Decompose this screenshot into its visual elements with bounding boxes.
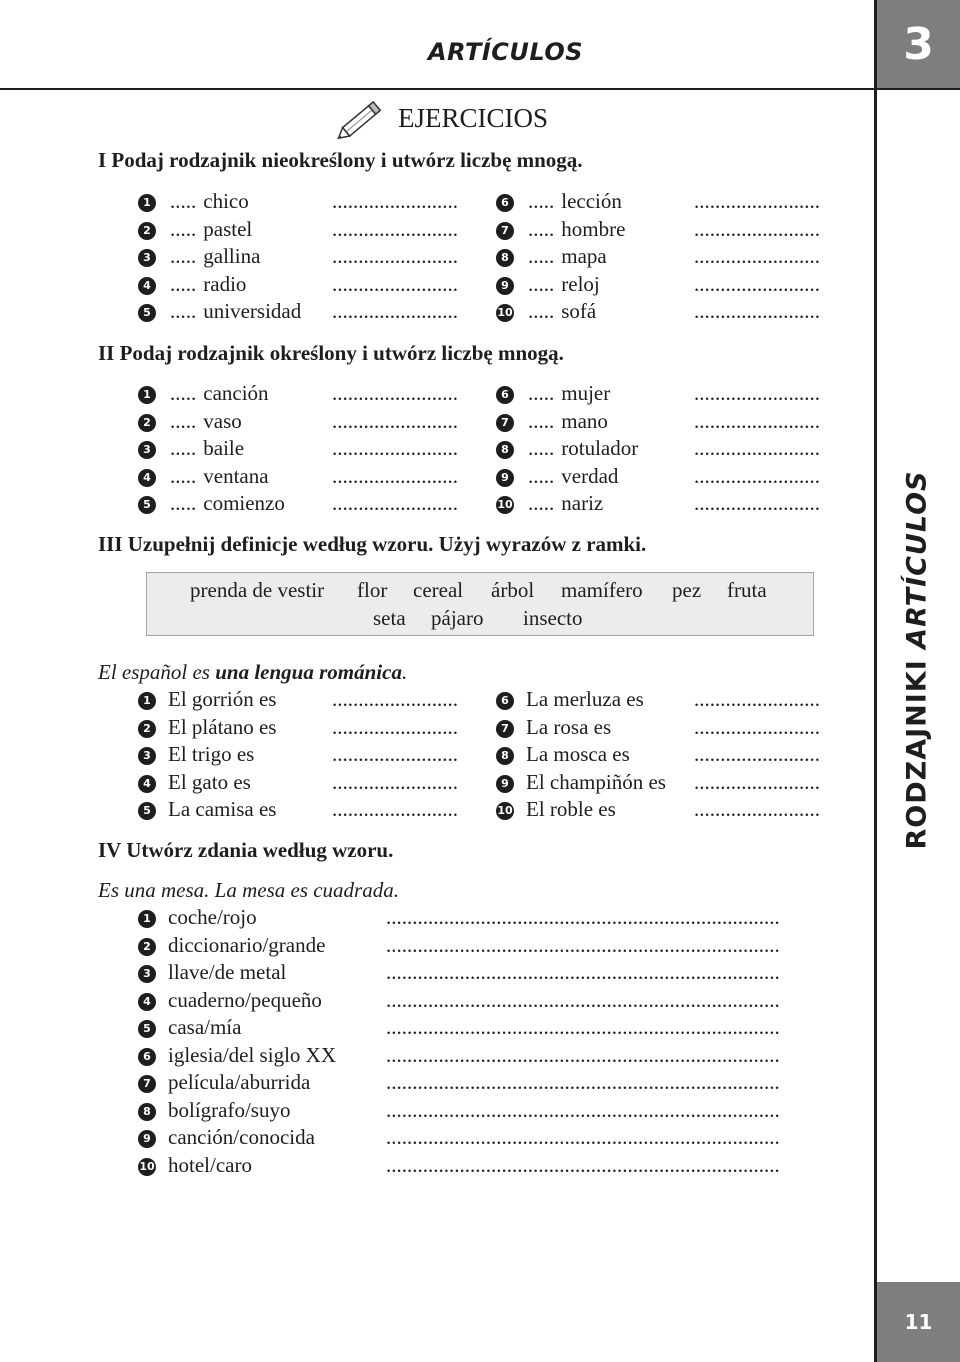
answer-blank: ........................................................................... [386, 1125, 780, 1149]
ex3-item-left [138, 796, 276, 822]
phrase: El trigo es [168, 742, 255, 766]
prompt: iglesia/del siglo XX [168, 1042, 336, 1067]
number-marker: 3 [138, 965, 156, 983]
prefix-dots: ..... [528, 271, 555, 296]
ex1-item-right [496, 271, 600, 297]
prefix-dots: ..... [170, 491, 197, 515]
prefix-dots: ..... [170, 436, 197, 460]
word: hombre [561, 216, 626, 241]
side-label-part2: ARTÍCULOS [901, 470, 933, 649]
ex2-item-left [138, 408, 242, 434]
prefix-dots: ..... [170, 381, 197, 405]
number-marker: 9 [496, 469, 514, 487]
word: reloj [561, 271, 600, 296]
ex4-item [138, 932, 325, 958]
answer-blank: ........................ [332, 299, 458, 323]
answer-blank: ........................ [332, 797, 458, 821]
ex1-item-left [138, 216, 252, 242]
ex3-heading: III Uzupełnij definicje według wzoru. Użyj wyrazów z ramki. [98, 532, 647, 556]
ex2-item-right [496, 490, 603, 516]
answer-blank: ........................ [332, 381, 458, 405]
answer-blank: ........................ [694, 216, 820, 241]
ex1-item-right [496, 188, 622, 214]
prefix-dots: ..... [170, 244, 197, 268]
ex4-item [138, 1124, 315, 1150]
answer-blank: ........................ [694, 299, 820, 323]
prefix-dots: ..... [528, 436, 555, 460]
phrase: El plátano es [168, 714, 277, 739]
answer-blank: ........................ [694, 436, 820, 460]
answer-blank: ........................................................................... [386, 905, 780, 929]
ex3-item-left [138, 714, 276, 740]
box-word: pájaro [431, 606, 484, 630]
answer-blank: ........................ [694, 797, 820, 821]
prefix-dots: ..... [170, 408, 197, 433]
prompt: coche/rojo [168, 905, 257, 929]
word: vaso [203, 408, 242, 433]
box-word: pez [672, 578, 702, 602]
answer-blank: ........................ [332, 463, 458, 488]
number-marker: 5 [138, 802, 156, 820]
number-marker: 9 [496, 277, 514, 295]
number-marker: 10 [138, 1158, 156, 1176]
ex4-item [138, 1097, 290, 1123]
ex4-item [138, 1069, 310, 1095]
prompt: llave/de metal [168, 960, 287, 984]
number-marker: 4 [138, 277, 156, 295]
number-marker: 6 [496, 386, 514, 404]
prefix-dots: ..... [170, 216, 197, 241]
answer-blank: ........................................................................... [386, 932, 780, 957]
answer-blank: ........................ [332, 687, 458, 711]
ex4-item [138, 1152, 252, 1178]
number-marker: 5 [138, 304, 156, 322]
answer-blank: ........................ [332, 271, 458, 296]
box-word: seta [373, 606, 406, 630]
answer-blank: ........................ [332, 216, 458, 241]
chapter-number: 3 [903, 18, 934, 70]
number-marker: 2 [138, 720, 156, 738]
ex3-item-right [496, 741, 630, 767]
phrase: La merluza es [526, 687, 644, 711]
prefix-dots: ..... [528, 299, 555, 323]
prefix-dots: ..... [528, 381, 555, 405]
chapter-rule [877, 88, 960, 90]
number-marker: 4 [138, 775, 156, 793]
prefix-dots: ..... [170, 463, 197, 488]
ex3-item-left [138, 686, 276, 712]
phrase: La mosca es [526, 742, 630, 766]
answer-blank: ........................ [332, 244, 458, 268]
ex4-item [138, 1014, 241, 1040]
prompt: canción/conocida [168, 1125, 315, 1149]
box-word: cereal [413, 578, 464, 602]
answer-blank: ........................ [332, 436, 458, 460]
prefix-dots: ..... [170, 299, 197, 323]
prefix-dots: ..... [528, 244, 555, 268]
ex1-item-right [496, 216, 625, 242]
answer-blank: ........................................................................... [386, 1070, 780, 1094]
ex1-item-left [138, 243, 260, 269]
answer-blank: ........................ [694, 189, 820, 213]
prompt: película/aburrida [168, 1070, 311, 1094]
prompt: diccionario/grande [168, 932, 326, 957]
prefix-dots: ..... [170, 189, 197, 213]
ex1-item-left [138, 271, 246, 297]
ex2-item-right [496, 380, 610, 406]
pencil-icon [336, 98, 386, 142]
number-marker: 7 [138, 1075, 156, 1093]
word: chico [203, 189, 249, 213]
number-marker: 6 [496, 194, 514, 212]
word: universidad [203, 299, 302, 323]
prefix-dots: ..... [528, 491, 555, 515]
word: radio [203, 271, 247, 296]
ex1-item-right [496, 298, 596, 324]
phrase: El roble es [526, 797, 616, 821]
prompt: casa/mía [168, 1015, 242, 1039]
prefix-dots: ..... [528, 408, 555, 433]
answer-blank: ........................ [694, 491, 820, 515]
answer-blank: ........................ [694, 463, 820, 488]
ex2-item-left [138, 490, 285, 516]
answer-blank: ........................ [694, 244, 820, 268]
word: gallina [203, 244, 261, 268]
answer-blank: ........................ [694, 769, 820, 794]
word: ventana [203, 463, 269, 488]
answer-blank: ........................................................................... [386, 960, 780, 984]
number-marker: 3 [138, 249, 156, 267]
number-marker: 6 [496, 692, 514, 710]
phrase: La camisa es [168, 797, 277, 821]
number-marker: 2 [138, 222, 156, 240]
prompt: bolígrafo/suyo [168, 1097, 291, 1122]
number-marker: 8 [496, 441, 514, 459]
ex4-heading: IV Utwórz zdania według wzoru. [98, 838, 394, 862]
box-word: prenda de vestir [190, 578, 325, 602]
answer-blank: ........................ [332, 408, 458, 433]
prompt: hotel/caro [168, 1152, 252, 1177]
ex1-heading: I Podaj rodzajnik nieokreślony i utwórz liczbę mnogą. [98, 148, 583, 172]
number-marker: 4 [138, 993, 156, 1011]
answer-blank: ........................ [694, 714, 820, 739]
number-marker: 10 [496, 802, 514, 820]
number-marker: 8 [496, 747, 514, 765]
answer-blank: ........................................................................... [386, 1152, 780, 1177]
header-rule [0, 88, 876, 90]
word: canción [203, 381, 269, 405]
side-label-part1: RODZAJNIKI [901, 648, 933, 850]
number-marker: 4 [138, 469, 156, 487]
ex3-item-left [138, 769, 251, 795]
number-marker: 1 [138, 386, 156, 404]
prefix-dots: ..... [528, 463, 555, 488]
page-number-box [877, 1282, 960, 1362]
ex4-item [138, 959, 286, 985]
number-marker: 2 [138, 938, 156, 956]
number-marker: 8 [496, 249, 514, 267]
ex3-item-left [138, 741, 254, 767]
word: nariz [561, 491, 604, 515]
phrase: El gato es [168, 769, 251, 794]
ex2-item-left [138, 380, 269, 406]
number-marker: 10 [496, 496, 514, 514]
prefix-dots: ..... [528, 189, 555, 213]
ex2-heading: II Podaj rodzajnik określony i utwórz liczbę mnogą. [98, 341, 564, 365]
number-marker: 9 [496, 775, 514, 793]
number-marker: 8 [138, 1103, 156, 1121]
answer-blank: ........................ [332, 189, 458, 213]
ex4-item [138, 904, 257, 930]
ex4-item [138, 1042, 336, 1068]
prefix-dots: ..... [170, 271, 197, 296]
ex3-item-right [496, 686, 644, 712]
number-marker: 7 [496, 222, 514, 240]
box-word: mamífero [561, 578, 643, 602]
ex3-example-bold: una lengua románica [215, 660, 402, 684]
ex3-example [98, 660, 407, 685]
box-word: árbol [491, 578, 535, 602]
ex4-item [138, 987, 322, 1013]
section-title: EJERCICIOS [398, 103, 549, 133]
number-marker: 9 [138, 1130, 156, 1148]
ex3-example-plain: El español es [98, 660, 216, 684]
number-marker: 5 [138, 496, 156, 514]
side-tab-border [874, 0, 877, 1362]
answer-blank: ........................ [694, 271, 820, 296]
answer-blank: ........................ [332, 491, 458, 515]
answer-blank: ........................ [332, 769, 458, 794]
word: verdad [561, 463, 619, 488]
ex1-item-left [138, 188, 249, 214]
answer-blank: ........................ [332, 714, 458, 739]
ex3-item-right [496, 714, 611, 740]
number-marker: 5 [138, 1020, 156, 1038]
number-marker: 10 [496, 304, 514, 322]
word: comienzo [203, 491, 285, 515]
word: rotulador [561, 436, 639, 460]
word: mujer [561, 381, 611, 405]
word: pastel [203, 216, 253, 241]
ex3-item-right [496, 769, 666, 795]
word: lección [561, 189, 622, 213]
answer-blank: ........................ [694, 742, 820, 766]
ex2-item-right [496, 435, 638, 461]
number-marker: 3 [138, 441, 156, 459]
word: sofá [561, 299, 597, 323]
number-marker: 1 [138, 194, 156, 212]
prompt: cuaderno/pequeño [168, 987, 322, 1012]
chapter-number-box [877, 0, 960, 88]
page-number: 11 [904, 1310, 933, 1334]
box-word: flor [357, 578, 388, 602]
number-marker: 3 [138, 747, 156, 765]
side-label [902, 470, 933, 849]
number-marker: 1 [138, 692, 156, 710]
ex3-item-right [496, 796, 616, 822]
word: mano [561, 408, 608, 433]
number-marker: 1 [138, 910, 156, 928]
word: baile [203, 436, 245, 460]
box-word: fruta [727, 578, 767, 602]
ex2-item-left [138, 463, 269, 489]
answer-blank: ........................................................................... [386, 1015, 780, 1039]
phrase: La rosa es [526, 714, 612, 739]
answer-blank: ........................ [694, 408, 820, 433]
answer-blank: ........................ [694, 381, 820, 405]
answer-blank: ........................ [332, 742, 458, 766]
number-marker: 7 [496, 720, 514, 738]
ex2-item-right [496, 408, 608, 434]
ex1-item-right [496, 243, 607, 269]
answer-blank: ........................................................................... [386, 987, 780, 1012]
answer-blank: ........................................................................... [386, 1042, 780, 1067]
ex2-item-right [496, 463, 618, 489]
ex4-example: Es una mesa. La mesa es cuadrada. [98, 878, 399, 902]
box-word: insecto [523, 606, 583, 630]
number-marker: 6 [138, 1048, 156, 1066]
answer-blank: ........................................................................... [386, 1097, 780, 1122]
ex1-item-left [138, 298, 301, 324]
prefix-dots: ..... [528, 216, 555, 241]
phrase: El gorrión es [168, 687, 277, 711]
ex3-example-end: . [401, 660, 408, 684]
number-marker: 2 [138, 414, 156, 432]
phrase: El champiñón es [526, 769, 666, 794]
header-title: ARTÍCULOS [428, 38, 584, 66]
answer-blank: ........................ [694, 687, 820, 711]
word: mapa [561, 244, 607, 268]
number-marker: 7 [496, 414, 514, 432]
ex2-item-left [138, 435, 244, 461]
